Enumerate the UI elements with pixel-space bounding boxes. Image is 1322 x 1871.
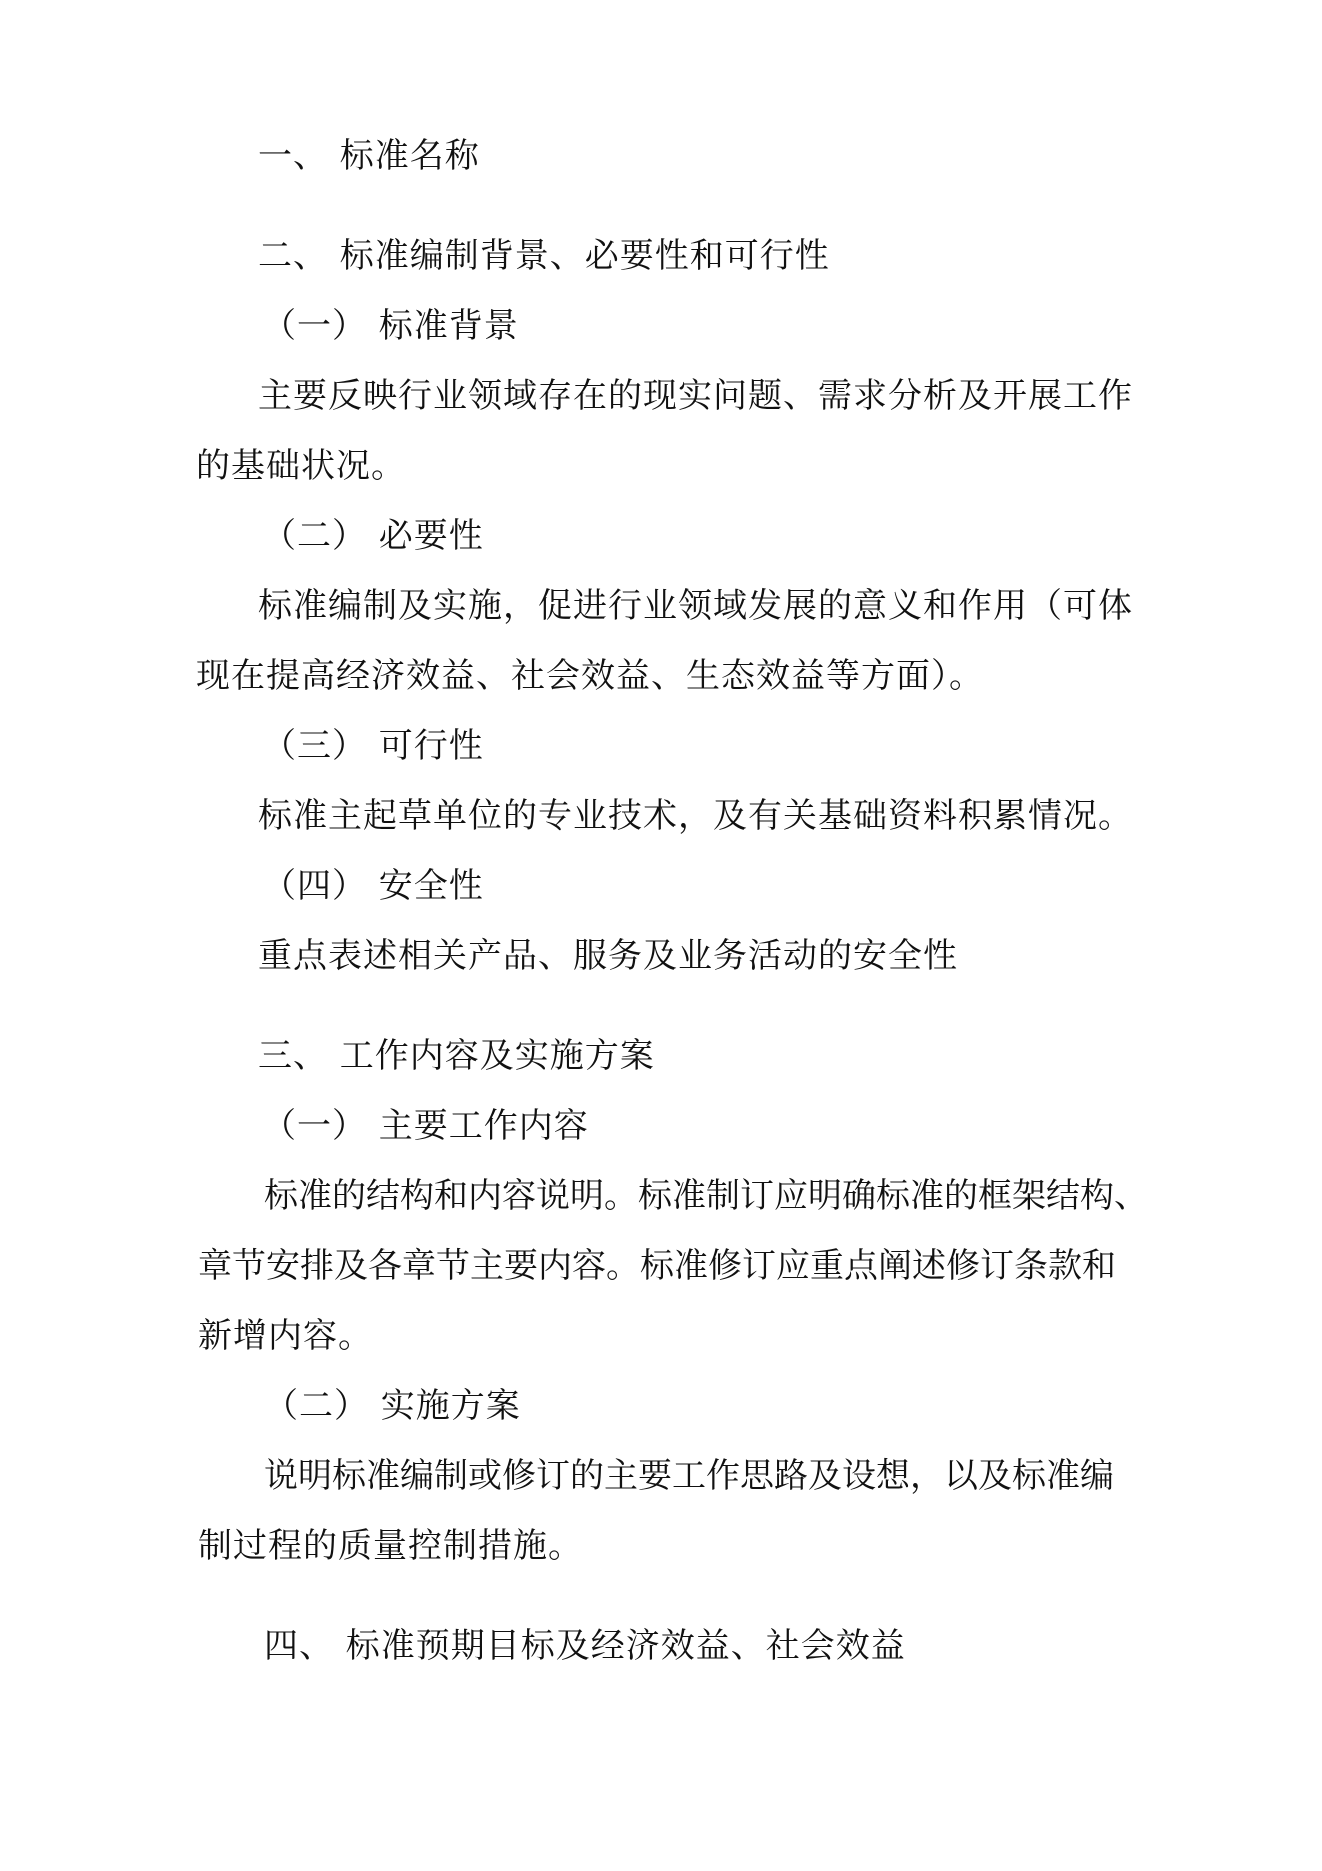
subsection-heading-2-4: （四） 安全性 — [262, 866, 484, 906]
paragraph-line: 说明标准编制或修订的主要工作思路及设想，以及标准编 — [264, 1456, 1114, 1496]
paragraph-line: 重点表述相关产品、服务及业务活动的安全性 — [258, 936, 958, 976]
subsection-heading-3-1: （一） 主要工作内容 — [262, 1106, 589, 1146]
subsection-heading-2-1: （一） 标准背景 — [262, 306, 519, 346]
paragraph-line: 新增内容。 — [198, 1316, 373, 1356]
paragraph-line: 章节安排及各章节主要内容。标准修订应重点阐述修订条款和 — [198, 1246, 1116, 1286]
subsection-heading-2-3: （三） 可行性 — [262, 726, 484, 766]
subsection-heading-2-2: （二） 必要性 — [262, 516, 484, 556]
paragraph-line: 标准的结构和内容说明。标准制订应明确标准的框架结构、 — [264, 1176, 1148, 1216]
subsection-heading-3-2: （二） 实施方案 — [264, 1386, 521, 1426]
section-heading-4: 四、 标准预期目标及经济效益、社会效益 — [264, 1626, 906, 1666]
section-heading-1: 一、 标准名称 — [258, 136, 480, 176]
paragraph-line: 现在提高经济效益、社会效益、生态效益等方面）。 — [196, 656, 984, 696]
paragraph-line: 制过程的质量控制措施。 — [198, 1526, 583, 1566]
paragraph-line: 的基础状况。 — [196, 446, 406, 486]
paragraph-line: 主要反映行业领域存在的现实问题、需求分析及开展工作 — [258, 376, 1133, 416]
paragraph-line: 标准主起草单位的专业技术，及有关基础资料积累情况。 — [258, 796, 1133, 836]
section-heading-3: 三、 工作内容及实施方案 — [258, 1036, 655, 1076]
paragraph-line: 标准编制及实施，促进行业领域发展的意义和作用（可体 — [258, 586, 1133, 626]
section-heading-2: 二、 标准编制背景、必要性和可行性 — [258, 236, 830, 276]
